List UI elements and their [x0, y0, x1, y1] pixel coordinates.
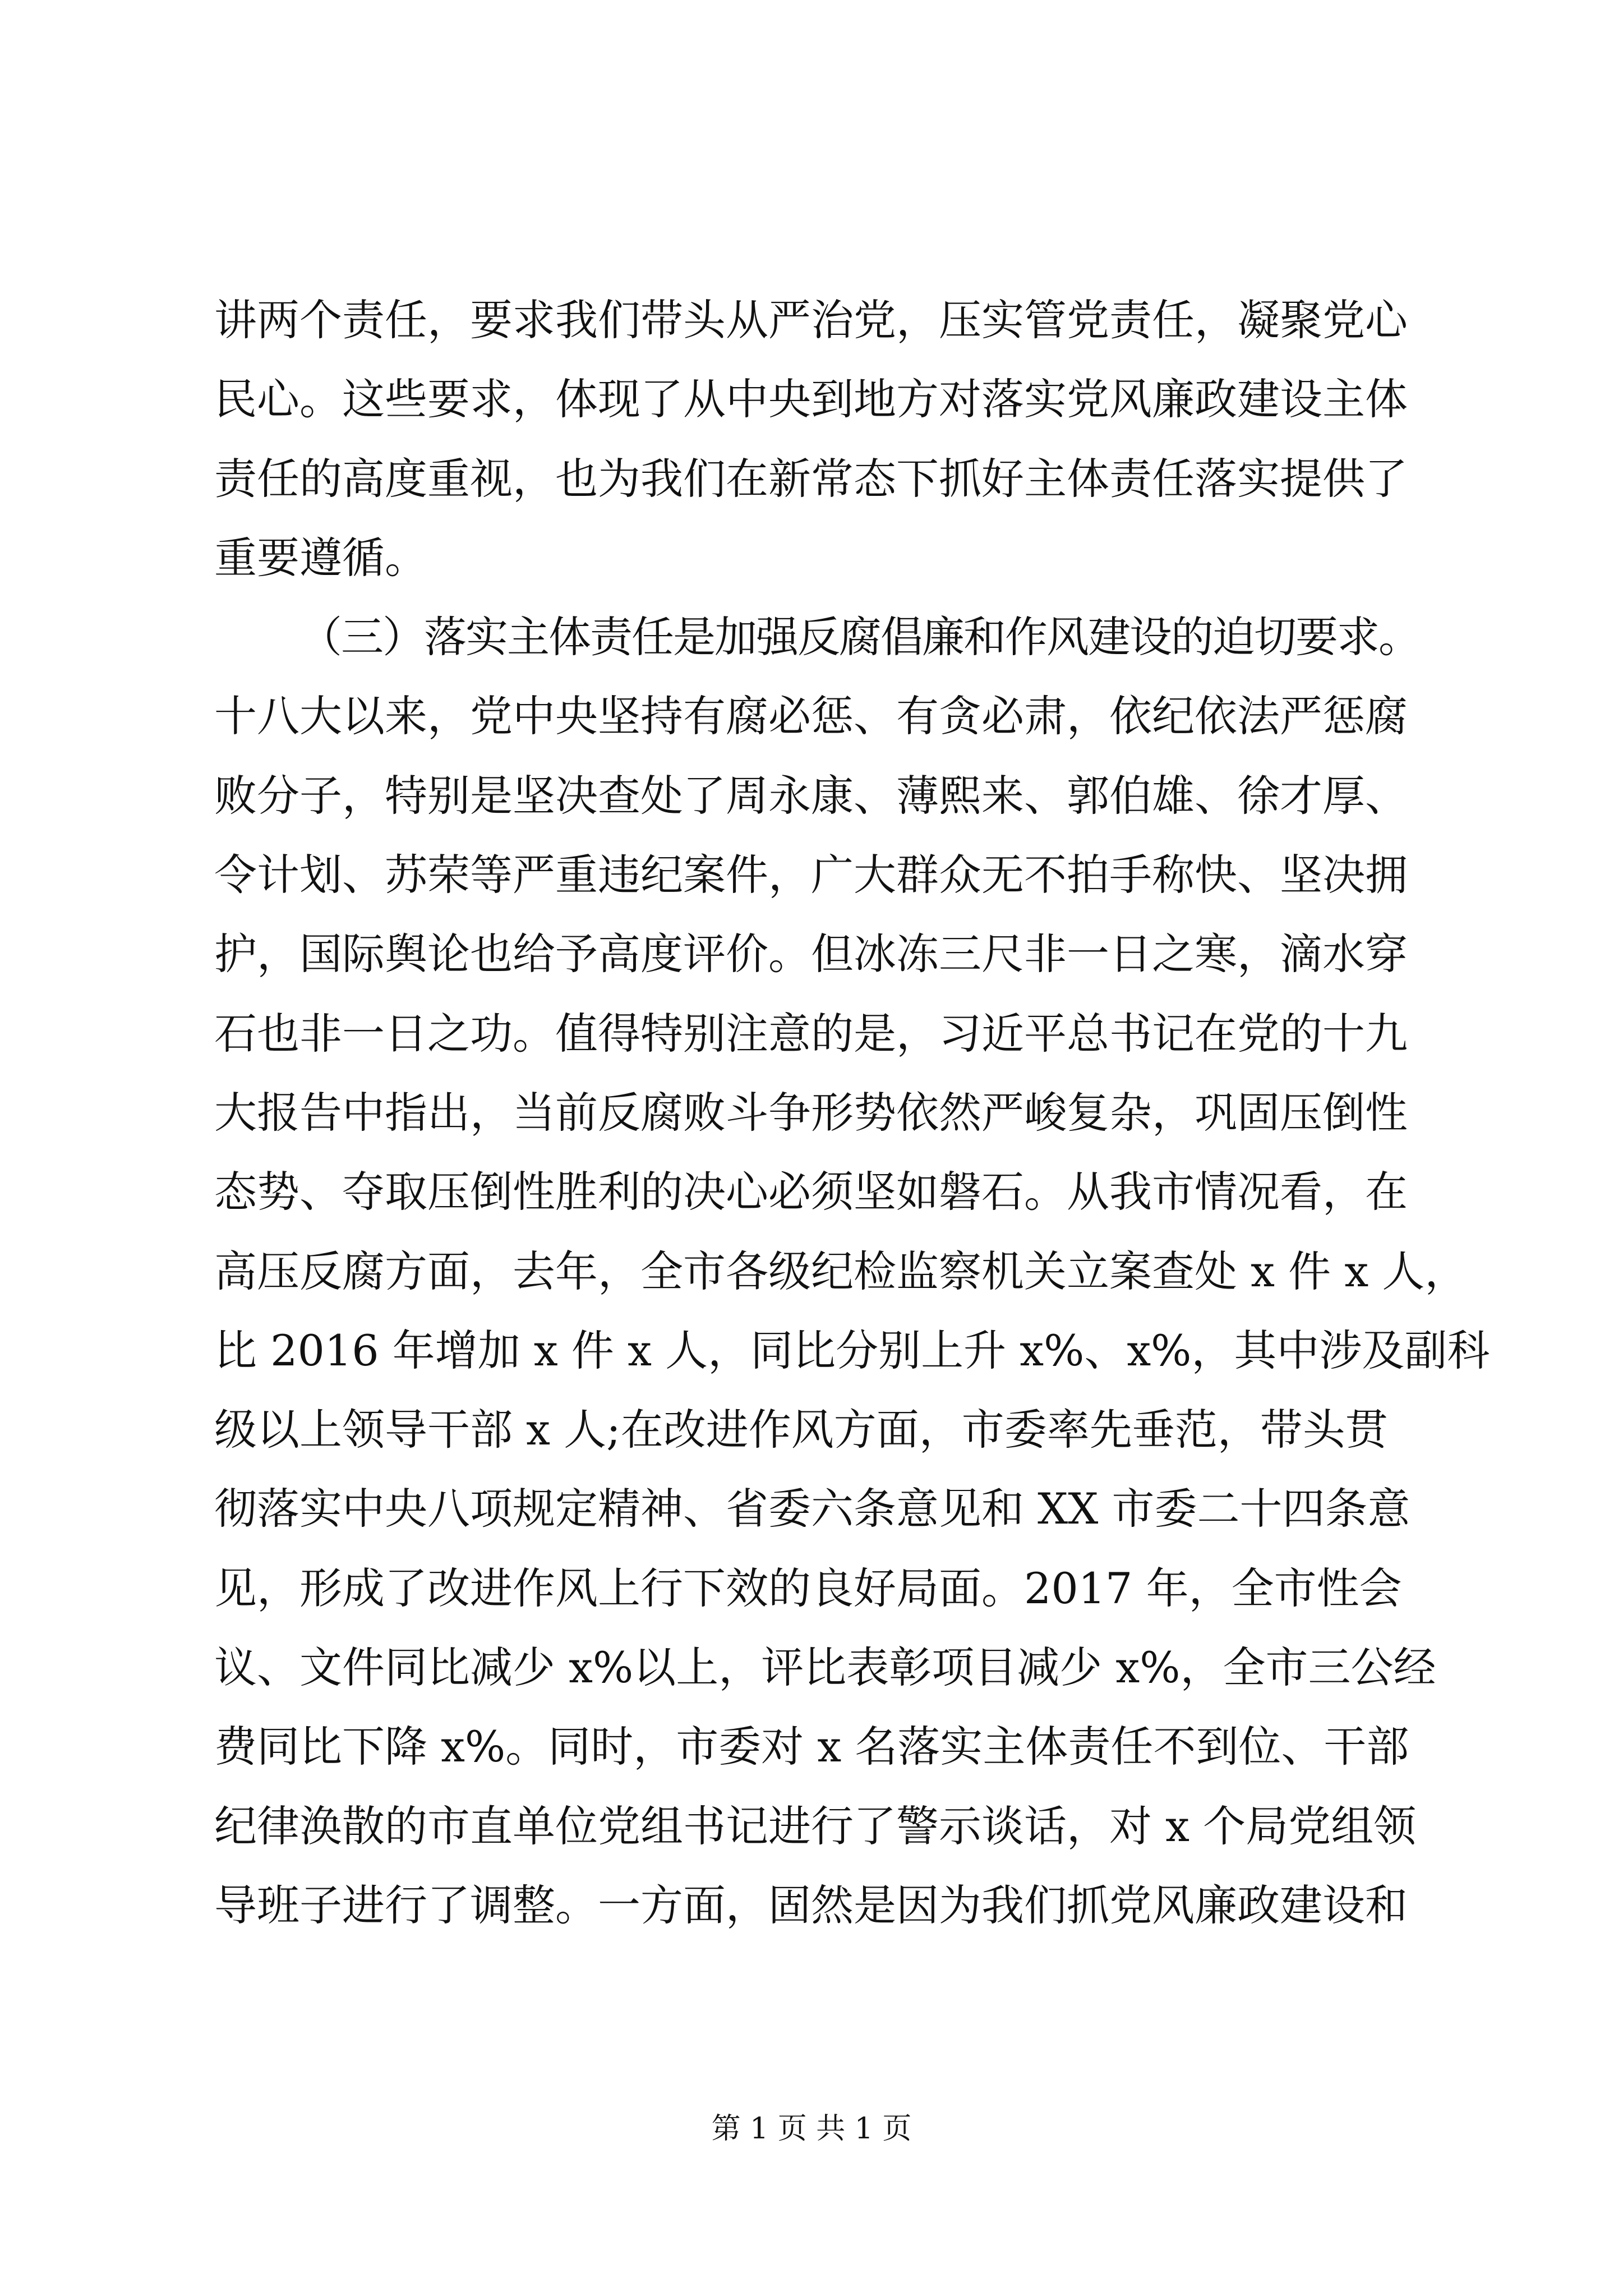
text-line: 级以上领导干部 x 人;在改进作风方面，市委率先垂范，带头贯	[214, 1405, 1388, 1455]
text-line: 纪律涣散的市直单位党组书记进行了警示谈话，对 x 个局党组领	[214, 1801, 1417, 1851]
text-line: 导班子进行了调整。一方面，固然是因为我们抓党风廉政建设和	[214, 1880, 1408, 1930]
text-line: 护，国际舆论也给予高度评价。但冰冻三尺非一日之寒，滴水穿	[214, 929, 1408, 979]
section-heading-line: （三）落实主体责任是加强反腐倡廉和作风建设的迫切要求。	[299, 612, 1420, 662]
text-line: 民心。这些要求，体现了从中央到地方对落实党风廉政建设主体	[214, 374, 1408, 425]
text-line: 重要遵循。	[214, 532, 427, 583]
body-text	[214, 280, 1490, 1945]
text-line: 石也非一日之功。值得特别注意的是，习近平总书记在党的十九	[214, 1008, 1408, 1059]
text-line: 高压反腐方面，去年，全市各级纪检监察机关立案查处 x 件 x 人，	[214, 1246, 1468, 1296]
text-line: 议、文件同比减少 x%以上，评比表彰项目减少 x%，全市三公经	[214, 1642, 1436, 1693]
page-footer: 第 1 页 共 1 页	[711, 2112, 912, 2146]
text-line: 十八大以来，党中央坚持有腐必惩、有贪必肃，依纪依法严惩腐	[214, 691, 1408, 742]
text-line: 大报告中指出，当前反腐败斗争形势依然严峻复杂，巩固压倒性	[214, 1087, 1408, 1138]
text-line: 令计划、苏荣等严重违纪案件，广大群众无不拍手称快、坚决拥	[214, 850, 1408, 900]
text-line: 败分子，特别是坚决查处了周永康、薄熙来、郭伯雄、徐才厚、	[214, 770, 1408, 821]
text-line: 责任的高度重视，也为我们在新常态下抓好主体责任落实提供了	[214, 453, 1408, 504]
text-line: 讲两个责任，要求我们带头从严治党，压实管党责任，凝聚党心	[214, 295, 1408, 345]
text-line: 比 2016 年增加 x 件 x 人，同比分别上升 x%、x%，其中涉及副科	[214, 1325, 1490, 1375]
text-line: 见，形成了改进作风上行下效的良好局面。2017 年，全市性会	[214, 1563, 1402, 1613]
text-line: 费同比下降 x%。同时，市委对 x 名落实主体责任不到位、干部	[214, 1722, 1409, 1772]
text-line: 彻落实中央八项规定精神、省委六条意见和 XX 市委二十四条意	[214, 1484, 1410, 1534]
text-line: 态势、夺取压倒性胜利的决心必须坚如磐石。从我市情况看，在	[214, 1167, 1408, 1217]
